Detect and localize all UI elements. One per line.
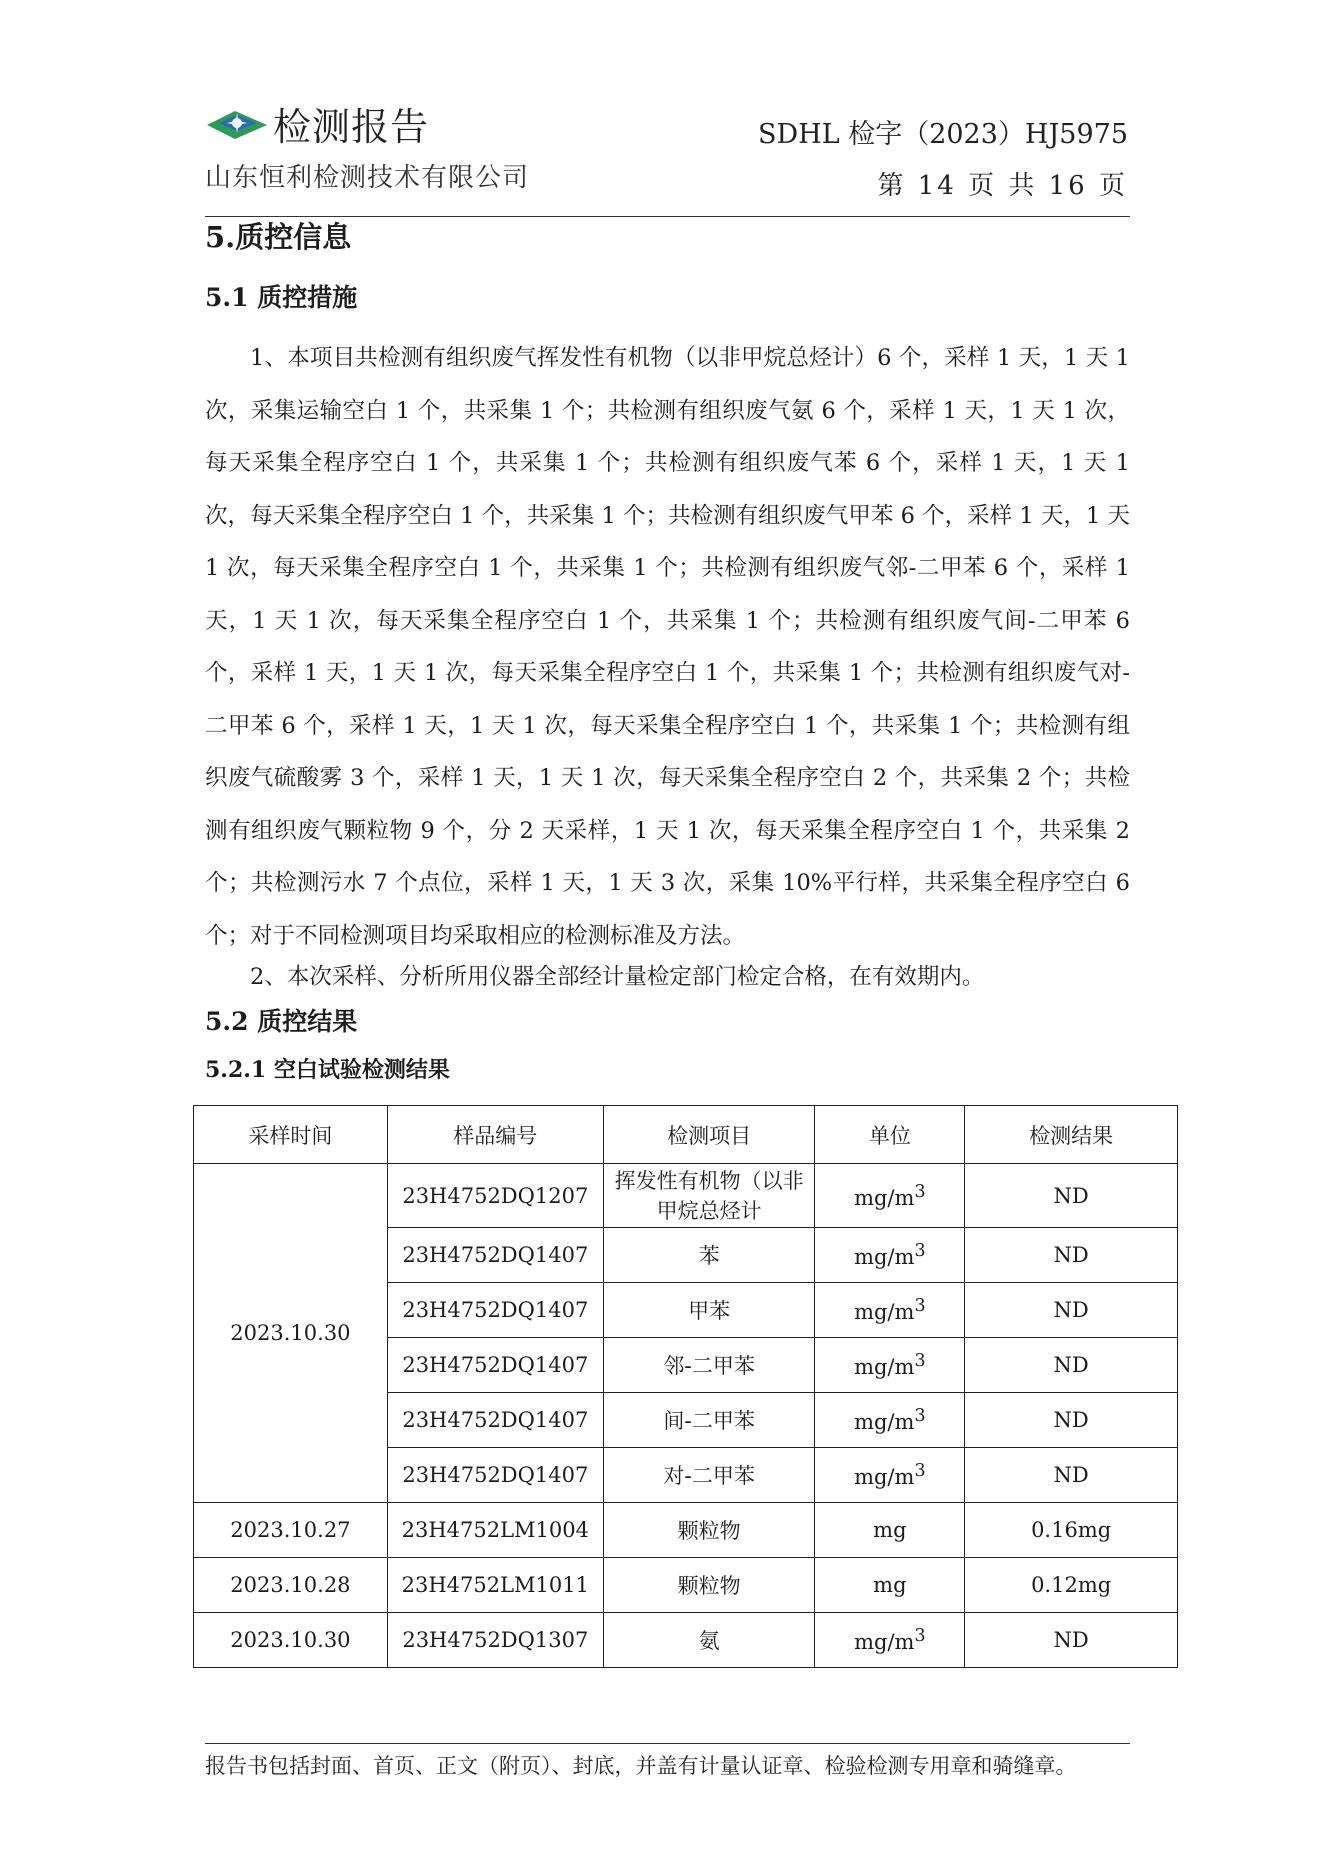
- unit-base: mg/m: [854, 1630, 915, 1654]
- unit-sup: 3: [914, 1181, 926, 1202]
- table-row: [194, 1503, 1178, 1558]
- blank-test-table: [193, 1105, 1178, 1668]
- test-item-cell: 对-二甲苯: [603, 1448, 815, 1503]
- test-item-cell: 甲苯: [603, 1283, 815, 1338]
- company-name: 山东恒利检测技术有限公司: [205, 163, 530, 193]
- footer-divider: [205, 1743, 1130, 1744]
- result-cell: ND: [965, 1338, 1178, 1393]
- sample-id-cell: 23H4752LM1011: [387, 1558, 603, 1613]
- footer-note: 报告书包括封面、首页、正文（附页）、封底，并盖有计量认证章、检验检测专用章和骑缝章。: [205, 1754, 1077, 1778]
- unit-cell: [815, 1164, 965, 1228]
- subsection-title-measures: 5.1 质控措施: [205, 283, 358, 312]
- sample-id-cell: 23H4752DQ1307: [387, 1613, 603, 1668]
- sampling-date-cell: 2023.10.30: [194, 1613, 388, 1668]
- unit-sup: 3: [914, 1241, 926, 1261]
- unit-sup: 3: [914, 1296, 926, 1316]
- test-item-cell: 邻-二甲苯: [603, 1338, 815, 1393]
- unit-cell: [815, 1448, 965, 1503]
- unit-cell: [815, 1393, 965, 1448]
- test-item-cell: 挥发性有机物（以非甲烷总烃计: [603, 1164, 815, 1228]
- report-number: SDHL 检字（2023）HJ5975: [758, 119, 1128, 150]
- unit-sup: 3: [914, 1406, 926, 1426]
- unit-cell: [815, 1338, 965, 1393]
- unit-cell: [815, 1228, 965, 1283]
- test-item-cell: 苯: [603, 1228, 815, 1283]
- table-header-row: [194, 1106, 1178, 1164]
- unit-cell: [815, 1503, 965, 1558]
- test-item-cell: 氨: [603, 1613, 815, 1668]
- report-meta: [758, 112, 1128, 202]
- unit-base: mg/m: [854, 1245, 915, 1269]
- test-item-cell: 颗粒物: [603, 1558, 815, 1613]
- unit-sup: 3: [914, 1626, 926, 1646]
- company-logo-icon: [205, 103, 269, 143]
- page-number: 第 14 页 共 16 页: [877, 171, 1128, 201]
- group-sampling-date: 2023.10.30: [194, 1164, 388, 1503]
- sampling-date-cell: 2023.10.27: [194, 1503, 388, 1558]
- logo-title: 检测报告: [273, 104, 430, 149]
- result-cell: ND: [965, 1283, 1178, 1338]
- sample-id-cell: 23H4752DQ1407: [387, 1283, 603, 1338]
- test-item-cell: 颗粒物: [603, 1503, 815, 1558]
- sample-id-cell: 23H4752DQ1207: [387, 1164, 603, 1228]
- result-cell: ND: [965, 1228, 1178, 1283]
- sample-id-cell: 23H4752DQ1407: [387, 1338, 603, 1393]
- header-test-item: 检测项目: [603, 1106, 815, 1164]
- sampling-date-cell: 2023.10.28: [194, 1558, 388, 1613]
- unit-base: mg/m: [854, 1185, 915, 1210]
- header-unit: 单位: [815, 1106, 965, 1164]
- header-sampling-time: 采样时间: [194, 1106, 388, 1164]
- header-brand: [205, 95, 585, 194]
- result-cell: 0.12mg: [965, 1558, 1178, 1613]
- unit-sup: 3: [914, 1351, 926, 1371]
- unit-base: mg: [873, 1573, 907, 1597]
- table-row: [194, 1164, 1178, 1228]
- subsection-title-blank-test: 5.2.1 空白试验检测结果: [205, 1057, 450, 1083]
- table-row: [194, 1558, 1178, 1613]
- header-sample-id: 样品编号: [387, 1106, 603, 1164]
- test-item-cell: 间-二甲苯: [603, 1393, 815, 1448]
- sample-id-cell: 23H4752DQ1407: [387, 1228, 603, 1283]
- result-cell: ND: [965, 1448, 1178, 1503]
- sample-id-cell: 23H4752DQ1407: [387, 1448, 603, 1503]
- sample-id-cell: 23H4752LM1004: [387, 1503, 603, 1558]
- measures-paragraph-2: 2、本次采样、分析所用仪器全部经计量检定部门检定合格，在有效期内。: [250, 964, 985, 990]
- sample-id-cell: 23H4752DQ1407: [387, 1393, 603, 1448]
- unit-base: mg/m: [854, 1410, 915, 1434]
- result-cell: ND: [965, 1164, 1178, 1228]
- measures-paragraph-1: 1、本项目共检测有组织废气挥发性有机物（以非甲烷总烃计）6 个，采样 1 天，1 天 1 次，采集运输空白 1 个，共采集 1 个；共检测有组织废气氨 6 个，采样 1 天，1 天 1 次，每天采集全程序空白 1 个，共采集 1 个；共检测有组织废气苯 6 个，采样 1 天，1 天 1 次，每天采集全程序空白 1 个，共采集 1 个；共检测有组织废气甲苯 6 个，采样 1 天，1 天 1 次，每天采集全程序空白 1 个，共采集 1 个；共检测有组织废气邻-二甲苯 6 个，采样 1 天，1 天 1 次，每天采集全程序空白 1 个，共采集 1 个；共检测有组织废气间-二甲苯 6 个，采样 1 天，1 天 1 次，每天采集全程序空白 1 个，共采集 1 个；共检测有组织废气对-二甲苯 6 个，采样 1 天，1 天 1 次，每天采集全程序空白 1 个，共采集 1 个；共检测有组织废气硫酸雾 3 个，采样 1 天，1 天 1 次，每天采集全程序空白 2 个，共采集 2 个；共检测有组织废气颗粒物 9 个，分 2 天采样，1 天 1 次，每天采集全程序空白 1 个，共采集 2 个；共检测污水 7 个点位，采样 1 天，1 天 3 次，采集 10%平行样，共采集全程序空白 6 个；对于不同检测项目均采取相应的检测标准及方法。: [205, 345, 1130, 949]
- unit-cell: [815, 1613, 965, 1668]
- result-cell: ND: [965, 1613, 1178, 1668]
- unit-cell: [815, 1283, 965, 1338]
- unit-base: mg/m: [854, 1300, 915, 1324]
- unit-cell: [815, 1558, 965, 1613]
- unit-base: mg/m: [854, 1465, 915, 1489]
- section-title: 5.质控信息: [205, 220, 352, 254]
- table-row: [194, 1613, 1178, 1668]
- subsection-title-results: 5.2 质控结果: [205, 1007, 358, 1036]
- result-cell: 0.16mg: [965, 1503, 1178, 1558]
- unit-base: mg: [873, 1518, 907, 1542]
- unit-sup: 3: [914, 1461, 926, 1481]
- result-cell: ND: [965, 1393, 1178, 1448]
- unit-base: mg/m: [854, 1355, 915, 1379]
- header-result: 检测结果: [965, 1106, 1178, 1164]
